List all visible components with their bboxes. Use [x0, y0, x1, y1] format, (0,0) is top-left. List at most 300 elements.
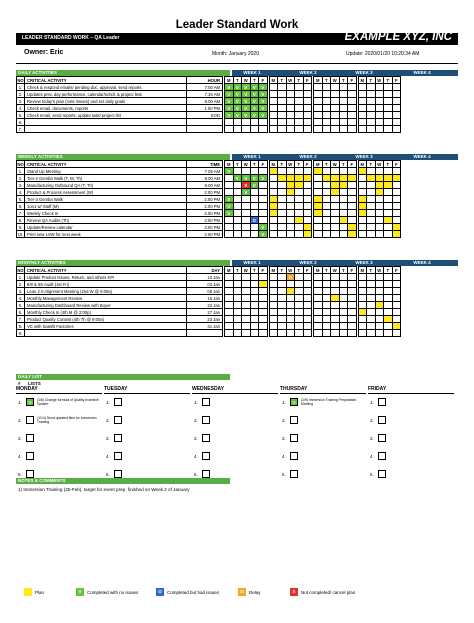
day-cell[interactable]: V: [250, 175, 259, 182]
activity-cell[interactable]: Update Product Issues, Return, and others KPI: [25, 274, 187, 281]
day-cell[interactable]: [331, 189, 340, 196]
day-cell[interactable]: [278, 203, 287, 210]
day-cell[interactable]: [295, 288, 304, 295]
day-cell[interactable]: [367, 316, 376, 323]
list-item-text[interactable]: (1/9) Immersion Training Preparation Meeting: [301, 398, 357, 406]
day-cell[interactable]: [250, 309, 259, 316]
day-cell[interactable]: [295, 309, 304, 316]
day-cell[interactable]: [233, 203, 242, 210]
checkbox[interactable]: [290, 470, 298, 478]
day-cell[interactable]: [295, 98, 304, 105]
day-cell[interactable]: [348, 119, 357, 126]
day-cell[interactable]: [233, 231, 242, 238]
day-cell[interactable]: [392, 295, 401, 302]
day-cell[interactable]: [375, 210, 384, 217]
day-cell[interactable]: [375, 302, 384, 309]
day-cell[interactable]: [259, 189, 268, 196]
day-cell[interactable]: [348, 330, 357, 337]
day-cell[interactable]: [322, 168, 331, 175]
day-cell[interactable]: [259, 196, 268, 203]
day-cell[interactable]: [314, 182, 323, 189]
day-cell[interactable]: [322, 231, 331, 238]
day-cell[interactable]: [225, 217, 234, 224]
day-cell[interactable]: [269, 217, 278, 224]
day-cell[interactable]: [358, 295, 367, 302]
activity-cell[interactable]: Tier-2 Gemba Walk (T, W, Th): [25, 175, 187, 182]
day-cell[interactable]: [348, 196, 357, 203]
day-cell[interactable]: [331, 182, 340, 189]
day-cell[interactable]: [358, 182, 367, 189]
day-cell[interactable]: [348, 203, 357, 210]
day-cell[interactable]: [286, 182, 295, 189]
day-cell[interactable]: [331, 231, 340, 238]
day-cell[interactable]: [303, 84, 312, 91]
day-cell[interactable]: [303, 274, 312, 281]
day-cell[interactable]: [375, 295, 384, 302]
day-cell[interactable]: [384, 168, 393, 175]
day-cell[interactable]: [358, 91, 367, 98]
day-cell[interactable]: V: [233, 98, 242, 105]
day-cell[interactable]: [225, 295, 234, 302]
day-cell[interactable]: [295, 316, 304, 323]
time-cell[interactable]: 7.00 AM: [187, 84, 223, 91]
day-cell[interactable]: V: [259, 224, 268, 231]
day-cell[interactable]: [233, 217, 242, 224]
day-cell[interactable]: [278, 84, 287, 91]
day-cell[interactable]: [286, 302, 295, 309]
day-cell[interactable]: [286, 288, 295, 295]
day-cell[interactable]: [303, 203, 312, 210]
day-cell[interactable]: [295, 84, 304, 91]
day-cell[interactable]: [314, 309, 323, 316]
day-cell[interactable]: [339, 323, 348, 330]
day-cell[interactable]: [392, 323, 401, 330]
day-cell[interactable]: [286, 112, 295, 119]
day-cell[interactable]: [392, 302, 401, 309]
day-cell[interactable]: [358, 210, 367, 217]
time-cell[interactable]: 2.00 PM: [187, 196, 223, 203]
day-cell[interactable]: [375, 91, 384, 98]
day-cell[interactable]: V: [225, 98, 234, 105]
day-cell[interactable]: [250, 203, 259, 210]
day-cell[interactable]: [384, 112, 393, 119]
day-cell[interactable]: [286, 295, 295, 302]
day-cell[interactable]: [339, 98, 348, 105]
day-cell[interactable]: [269, 288, 278, 295]
day-cell[interactable]: [348, 168, 357, 175]
checkbox[interactable]: [114, 416, 122, 424]
day-cell[interactable]: V: [242, 189, 251, 196]
activity-cell[interactable]: Updates prev. day performance, calendar/schdl. & project lists: [25, 91, 187, 98]
day-cell[interactable]: [278, 309, 287, 316]
day-cell[interactable]: [348, 274, 357, 281]
day-cell[interactable]: [367, 196, 376, 203]
day-cell[interactable]: [225, 330, 234, 337]
day-cell[interactable]: [259, 203, 268, 210]
day-cell[interactable]: [367, 295, 376, 302]
activity-cell[interactable]: Tier-3 Gemba Walk: [25, 196, 187, 203]
day-cell[interactable]: [367, 274, 376, 281]
day-cell[interactable]: [348, 281, 357, 288]
activity-cell[interactable]: Review QA Audits (Th): [25, 217, 187, 224]
day-cell[interactable]: [233, 210, 242, 217]
day-cell[interactable]: [392, 316, 401, 323]
day-cell[interactable]: V: [225, 112, 234, 119]
day-cell[interactable]: [358, 281, 367, 288]
day-cell[interactable]: [278, 323, 287, 330]
day-cell[interactable]: [225, 126, 234, 133]
day-cell[interactable]: [367, 288, 376, 295]
day-cell[interactable]: [314, 231, 323, 238]
day-cell[interactable]: [339, 217, 348, 224]
day-cell[interactable]: [233, 224, 242, 231]
day-cell[interactable]: [358, 330, 367, 337]
day-cell[interactable]: [331, 175, 340, 182]
day-cell[interactable]: [384, 281, 393, 288]
day-cell[interactable]: [348, 105, 357, 112]
day-cell[interactable]: V: [242, 84, 251, 91]
day-cell[interactable]: [375, 126, 384, 133]
day-cell[interactable]: [331, 281, 340, 288]
day-cell[interactable]: [392, 217, 401, 224]
day-cell[interactable]: V: [259, 84, 268, 91]
day-cell[interactable]: [250, 316, 259, 323]
day-cell[interactable]: [339, 288, 348, 295]
day-cell[interactable]: [375, 84, 384, 91]
day-cell[interactable]: [392, 196, 401, 203]
day-cell[interactable]: [322, 182, 331, 189]
activity-cell[interactable]: Manufacturing Outbound QA (T, Th): [25, 182, 187, 189]
day-cell[interactable]: [225, 309, 234, 316]
time-cell[interactable]: 7.30 AM: [187, 91, 223, 98]
day-cell[interactable]: [392, 175, 401, 182]
day-cell[interactable]: [384, 309, 393, 316]
day-cell[interactable]: D: [286, 274, 295, 281]
day-cell[interactable]: [278, 274, 287, 281]
day-cell[interactable]: [367, 175, 376, 182]
day-cell[interactable]: [278, 175, 287, 182]
day-cell[interactable]: [358, 224, 367, 231]
day-cell[interactable]: [322, 84, 331, 91]
day-cell[interactable]: V: [242, 105, 251, 112]
day-cell[interactable]: [375, 189, 384, 196]
day-cell[interactable]: V: [250, 84, 259, 91]
time-cell[interactable]: 2.00 PM: [187, 210, 223, 217]
day-cell[interactable]: [278, 288, 287, 295]
day-cell[interactable]: [295, 295, 304, 302]
day-cell[interactable]: [358, 126, 367, 133]
day-cell[interactable]: [322, 196, 331, 203]
day-cell[interactable]: [233, 323, 242, 330]
day-cell[interactable]: [367, 91, 376, 98]
day-cell[interactable]: [303, 330, 312, 337]
day-cell[interactable]: [392, 309, 401, 316]
day-cell[interactable]: [314, 126, 323, 133]
time-cell[interactable]: 22 Jan: [187, 302, 223, 309]
day-cell[interactable]: [295, 210, 304, 217]
checkbox[interactable]: [378, 398, 386, 406]
day-cell[interactable]: [286, 217, 295, 224]
day-cell[interactable]: V: [242, 91, 251, 98]
day-cell[interactable]: [278, 224, 287, 231]
day-cell[interactable]: [375, 281, 384, 288]
day-cell[interactable]: [286, 203, 295, 210]
day-cell[interactable]: [278, 281, 287, 288]
day-cell[interactable]: [314, 295, 323, 302]
day-cell[interactable]: [367, 217, 376, 224]
day-cell[interactable]: [233, 281, 242, 288]
day-cell[interactable]: [295, 323, 304, 330]
note-line-1[interactable]: 1) Immersion Training (25-Feb), target for event prep. finished on Week 2 of January: [18, 487, 190, 492]
day-cell[interactable]: [278, 168, 287, 175]
day-cell[interactable]: [286, 281, 295, 288]
day-cell[interactable]: [339, 168, 348, 175]
day-cell[interactable]: [358, 168, 367, 175]
day-cell[interactable]: [242, 217, 251, 224]
day-cell[interactable]: [295, 126, 304, 133]
day-cell[interactable]: [358, 105, 367, 112]
day-cell[interactable]: [269, 119, 278, 126]
day-cell[interactable]: [242, 309, 251, 316]
day-cell[interactable]: [286, 224, 295, 231]
day-cell[interactable]: [348, 316, 357, 323]
day-cell[interactable]: [242, 330, 251, 337]
day-cell[interactable]: V: [225, 84, 234, 91]
day-cell[interactable]: [314, 84, 323, 91]
day-cell[interactable]: [303, 224, 312, 231]
activity-cell[interactable]: [25, 126, 187, 133]
day-cell[interactable]: [384, 302, 393, 309]
day-cell[interactable]: [331, 112, 340, 119]
day-cell[interactable]: [250, 288, 259, 295]
day-cell[interactable]: [314, 330, 323, 337]
day-cell[interactable]: [322, 309, 331, 316]
day-cell[interactable]: [286, 84, 295, 91]
day-cell[interactable]: [242, 323, 251, 330]
day-cell[interactable]: [269, 281, 278, 288]
day-cell[interactable]: [375, 309, 384, 316]
day-cell[interactable]: [250, 231, 259, 238]
day-cell[interactable]: [367, 203, 376, 210]
day-cell[interactable]: [348, 231, 357, 238]
day-cell[interactable]: [339, 309, 348, 316]
activity-cell[interactable]: [25, 330, 187, 337]
checkbox[interactable]: [202, 398, 210, 406]
day-cell[interactable]: [392, 189, 401, 196]
day-cell[interactable]: [259, 119, 268, 126]
day-cell[interactable]: [348, 91, 357, 98]
day-cell[interactable]: [242, 316, 251, 323]
day-cell[interactable]: [392, 126, 401, 133]
day-cell[interactable]: [233, 302, 242, 309]
day-cell[interactable]: [259, 302, 268, 309]
day-cell[interactable]: [384, 175, 393, 182]
day-cell[interactable]: [384, 231, 393, 238]
day-cell[interactable]: [367, 168, 376, 175]
day-cell[interactable]: [278, 196, 287, 203]
day-cell[interactable]: [339, 316, 348, 323]
day-cell[interactable]: [358, 217, 367, 224]
day-cell[interactable]: [314, 210, 323, 217]
day-cell[interactable]: [242, 288, 251, 295]
day-cell[interactable]: [278, 217, 287, 224]
day-cell[interactable]: [322, 98, 331, 105]
day-cell[interactable]: V: [233, 84, 242, 91]
activity-cell[interactable]: 1on1 w/ Staff (M): [25, 203, 187, 210]
day-cell[interactable]: [286, 168, 295, 175]
day-cell[interactable]: [367, 302, 376, 309]
day-cell[interactable]: [303, 91, 312, 98]
day-cell[interactable]: [314, 168, 323, 175]
day-cell[interactable]: [331, 196, 340, 203]
day-cell[interactable]: [250, 330, 259, 337]
day-cell[interactable]: [348, 323, 357, 330]
day-cell[interactable]: [392, 84, 401, 91]
day-cell[interactable]: [259, 126, 268, 133]
time-cell[interactable]: 15 Jan: [187, 295, 223, 302]
month-field[interactable]: Month: January 2020: [212, 51, 259, 57]
day-cell[interactable]: [331, 224, 340, 231]
activity-cell[interactable]: Check email, send reports, update task/ project list: [25, 112, 187, 119]
day-cell[interactable]: [225, 119, 234, 126]
day-cell[interactable]: [322, 119, 331, 126]
day-cell[interactable]: [250, 168, 259, 175]
day-cell[interactable]: [295, 105, 304, 112]
day-cell[interactable]: [242, 231, 251, 238]
day-cell[interactable]: [233, 274, 242, 281]
day-cell[interactable]: [322, 210, 331, 217]
day-cell[interactable]: [339, 295, 348, 302]
day-cell[interactable]: V: [225, 203, 234, 210]
day-cell[interactable]: [269, 84, 278, 91]
day-cell[interactable]: [314, 323, 323, 330]
day-cell[interactable]: V: [259, 231, 268, 238]
day-cell[interactable]: [384, 274, 393, 281]
day-cell[interactable]: [339, 210, 348, 217]
day-cell[interactable]: [286, 175, 295, 182]
day-cell[interactable]: [358, 84, 367, 91]
day-cell[interactable]: [367, 84, 376, 91]
day-cell[interactable]: [314, 175, 323, 182]
day-cell[interactable]: [392, 168, 401, 175]
day-cell[interactable]: [242, 302, 251, 309]
day-cell[interactable]: [367, 112, 376, 119]
day-cell[interactable]: [303, 210, 312, 217]
day-cell[interactable]: [358, 316, 367, 323]
activity-cell[interactable]: Monthly Management Review: [25, 295, 187, 302]
day-cell[interactable]: [331, 309, 340, 316]
day-cell[interactable]: [303, 316, 312, 323]
day-cell[interactable]: [322, 274, 331, 281]
checkbox[interactable]: [26, 416, 34, 424]
day-cell[interactable]: [322, 281, 331, 288]
activity-cell[interactable]: Product & Process Assessment (W): [25, 189, 187, 196]
checkbox[interactable]: [290, 416, 298, 424]
time-cell[interactable]: 3.00 PM: [187, 217, 223, 224]
day-cell[interactable]: [384, 316, 393, 323]
time-cell[interactable]: 1.00 PM: [187, 105, 223, 112]
day-cell[interactable]: [331, 119, 340, 126]
day-cell[interactable]: [269, 309, 278, 316]
day-cell[interactable]: [225, 302, 234, 309]
day-cell[interactable]: [295, 196, 304, 203]
day-cell[interactable]: [242, 224, 251, 231]
time-cell[interactable]: 3.00 PM: [187, 224, 223, 231]
day-cell[interactable]: [225, 231, 234, 238]
day-cell[interactable]: [392, 288, 401, 295]
day-cell[interactable]: [286, 98, 295, 105]
day-cell[interactable]: [295, 274, 304, 281]
day-cell[interactable]: [314, 119, 323, 126]
day-cell[interactable]: [303, 309, 312, 316]
day-cell[interactable]: [392, 274, 401, 281]
day-cell[interactable]: V: [259, 112, 268, 119]
day-cell[interactable]: [348, 98, 357, 105]
day-cell[interactable]: [367, 182, 376, 189]
day-cell[interactable]: [392, 98, 401, 105]
day-cell[interactable]: O: [250, 217, 259, 224]
day-cell[interactable]: [358, 309, 367, 316]
time-cell[interactable]: 08 Jan: [187, 288, 223, 295]
day-cell[interactable]: [375, 119, 384, 126]
day-cell[interactable]: [331, 203, 340, 210]
day-cell[interactable]: [269, 168, 278, 175]
day-cell[interactable]: [259, 288, 268, 295]
day-cell[interactable]: [331, 274, 340, 281]
day-cell[interactable]: [259, 316, 268, 323]
day-cell[interactable]: [278, 112, 287, 119]
day-cell[interactable]: [303, 231, 312, 238]
day-cell[interactable]: [225, 281, 234, 288]
day-cell[interactable]: [233, 330, 242, 337]
day-cell[interactable]: [286, 231, 295, 238]
day-cell[interactable]: [358, 231, 367, 238]
day-cell[interactable]: [259, 168, 268, 175]
checkbox[interactable]: [378, 416, 386, 424]
activity-cell[interactable]: Stand Up Meeting: [25, 168, 187, 175]
day-cell[interactable]: [269, 112, 278, 119]
day-cell[interactable]: [233, 316, 242, 323]
day-cell[interactable]: [278, 105, 287, 112]
day-cell[interactable]: [314, 274, 323, 281]
day-cell[interactable]: [242, 274, 251, 281]
day-cell[interactable]: [339, 330, 348, 337]
day-cell[interactable]: [286, 196, 295, 203]
day-cell[interactable]: [348, 175, 357, 182]
day-cell[interactable]: V: [225, 168, 234, 175]
day-cell[interactable]: [295, 330, 304, 337]
day-cell[interactable]: V: [259, 105, 268, 112]
day-cell[interactable]: [358, 274, 367, 281]
day-cell[interactable]: [331, 210, 340, 217]
activity-cell[interactable]: Product Quality Contest (4th Th @ 9:00a): [25, 316, 187, 323]
day-cell[interactable]: [295, 189, 304, 196]
day-cell[interactable]: [384, 330, 393, 337]
day-cell[interactable]: [295, 281, 304, 288]
day-cell[interactable]: [339, 182, 348, 189]
day-cell[interactable]: [339, 84, 348, 91]
time-cell[interactable]: 2.00 PM: [187, 203, 223, 210]
activity-cell[interactable]: Review today's plan (note issues) and set daily goals: [25, 98, 187, 105]
day-cell[interactable]: V: [250, 182, 259, 189]
day-cell[interactable]: [339, 203, 348, 210]
day-cell[interactable]: [278, 302, 287, 309]
day-cell[interactable]: [233, 309, 242, 316]
day-cell[interactable]: [331, 316, 340, 323]
day-cell[interactable]: [384, 119, 393, 126]
day-cell[interactable]: [322, 112, 331, 119]
day-cell[interactable]: [269, 210, 278, 217]
